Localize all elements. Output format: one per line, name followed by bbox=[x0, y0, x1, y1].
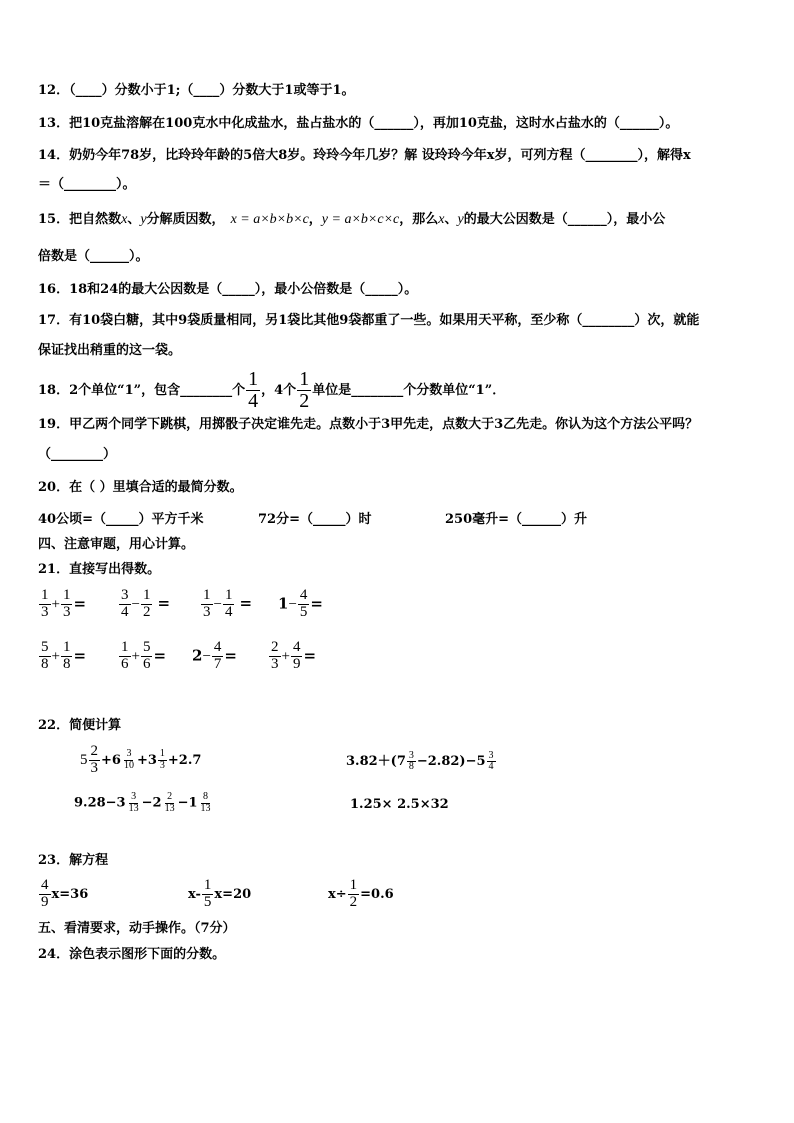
fraction bbox=[223, 588, 235, 621]
q15-end: 的最大公因数是（______），最小公 bbox=[463, 212, 666, 227]
question-20: 20．在（ ）里填合适的最简分数。 bbox=[38, 480, 243, 495]
q15-tail: ，那么 bbox=[399, 212, 439, 227]
fraction bbox=[298, 588, 310, 621]
operator: − bbox=[213, 596, 222, 613]
q22-expr-2 bbox=[346, 750, 497, 773]
term: x÷ bbox=[328, 886, 347, 902]
numerator: 1 bbox=[203, 877, 212, 893]
question-16: 16．18和24的最大公因数是（_____），最小公倍数是（_____）。 bbox=[38, 282, 418, 297]
var-y: y bbox=[140, 212, 147, 227]
operator: + bbox=[51, 596, 60, 613]
denominator: 13 bbox=[164, 802, 175, 814]
q23-eq-2 bbox=[188, 878, 251, 911]
term: =0.6 bbox=[360, 886, 394, 902]
equals: = bbox=[157, 594, 171, 613]
denominator: 3 bbox=[159, 759, 165, 771]
q22-expr-1 bbox=[80, 744, 201, 777]
numerator: 1 bbox=[121, 639, 129, 655]
sep: ， bbox=[308, 212, 322, 227]
denominator: 8 bbox=[41, 655, 49, 672]
section-5-title: 五、看清要求，动手操作。（7分） bbox=[38, 921, 236, 936]
whole-number: 1 bbox=[278, 594, 289, 613]
term: +2.7 bbox=[167, 752, 202, 768]
fraction-1-2 bbox=[297, 369, 311, 412]
denominator: 8 bbox=[408, 761, 414, 772]
q15-lead: 15．把自然数 bbox=[38, 212, 122, 227]
term: −1 bbox=[177, 795, 198, 811]
fraction bbox=[39, 878, 51, 911]
fraction bbox=[158, 749, 167, 771]
question-19-line2: （________） bbox=[38, 447, 117, 462]
denominator: 5 bbox=[203, 893, 212, 910]
q21-expr-5 bbox=[38, 640, 86, 673]
numerator: 2 bbox=[167, 791, 173, 802]
denominator: 2 bbox=[142, 603, 151, 620]
denominator: 13 bbox=[200, 802, 211, 814]
question-24: 24．涂色表示图形下面的分数。 bbox=[38, 947, 226, 962]
q20-item-2: 72分=（_____）时 bbox=[258, 512, 372, 527]
question-14-line2: ＝（________）。 bbox=[38, 177, 136, 192]
denominator: 3 bbox=[203, 603, 211, 620]
fraction bbox=[89, 744, 101, 777]
numerator: 3 bbox=[488, 749, 494, 761]
question-15-line2: 倍数是（______）。 bbox=[38, 249, 149, 264]
operator: − bbox=[131, 596, 140, 613]
fraction bbox=[141, 588, 153, 621]
numerator: 5 bbox=[41, 639, 49, 655]
denominator: 7 bbox=[213, 655, 222, 672]
numerator: 3 bbox=[131, 791, 137, 802]
denominator: 2 bbox=[349, 893, 358, 910]
term: x- bbox=[188, 886, 201, 902]
numerator: 1 bbox=[299, 368, 310, 390]
sep: 、 bbox=[127, 212, 141, 227]
fraction bbox=[61, 640, 73, 673]
denominator: 8 bbox=[62, 655, 71, 672]
fraction bbox=[39, 640, 51, 673]
q23-eq-1 bbox=[38, 878, 88, 911]
term: x=20 bbox=[214, 886, 252, 902]
question-17-line1: 17．有10袋白糖，其中9袋质量相同，另1袋比其他9袋都重了一些。如果用天平称，至少称（________）次，就能 bbox=[38, 313, 700, 328]
q21-expr-7 bbox=[192, 640, 237, 673]
q20-item-3: 250毫升=（______）升 bbox=[445, 512, 588, 527]
question-15-line1 bbox=[38, 212, 665, 228]
equation-x: x = a×b×b×c bbox=[230, 212, 309, 227]
whole-number: 5 bbox=[80, 751, 88, 768]
term: −2.82)−5 bbox=[416, 754, 486, 769]
numerator: 1 bbox=[224, 587, 233, 603]
denominator: 2 bbox=[299, 390, 310, 412]
fraction bbox=[199, 792, 213, 814]
denominator: 5 bbox=[299, 603, 308, 620]
question-18 bbox=[38, 369, 505, 412]
section-4-title: 四、注意审题，用心计算。 bbox=[38, 537, 195, 552]
numerator: 1 bbox=[62, 639, 71, 655]
numerator: 4 bbox=[292, 639, 301, 655]
equals: = bbox=[310, 594, 323, 613]
question-22: 22．简便计算 bbox=[38, 718, 122, 733]
fraction bbox=[201, 588, 213, 621]
var-x: x bbox=[121, 212, 128, 227]
denominator: 6 bbox=[121, 655, 129, 672]
denominator: 3 bbox=[41, 603, 49, 620]
numerator: 1 bbox=[248, 368, 259, 390]
equals: = bbox=[153, 646, 167, 665]
fraction bbox=[269, 640, 281, 673]
fraction bbox=[407, 751, 416, 773]
term: 9.28−3 bbox=[74, 795, 126, 811]
q18-part2: ，4个 bbox=[261, 383, 297, 398]
var-y: y bbox=[457, 212, 464, 227]
operator: + bbox=[281, 648, 290, 665]
numerator: 3 bbox=[408, 749, 414, 761]
question-17-line2: 保证找出稍重的这一袋。 bbox=[38, 343, 182, 358]
denominator: 3 bbox=[271, 655, 279, 672]
operator: + bbox=[51, 648, 60, 665]
var-x: x bbox=[438, 212, 445, 227]
numerator: 4 bbox=[213, 639, 222, 655]
q21-expr-8 bbox=[268, 640, 316, 673]
q15-mid: 分解质因数， bbox=[146, 212, 225, 227]
question-13: 13．把10克盐溶解在100克水中化成盐水，盐占盐水的（______），再加10克盐，这时水占盐水的（______）。 bbox=[38, 116, 679, 131]
numerator: 2 bbox=[90, 743, 98, 759]
numerator: 2 bbox=[271, 639, 279, 655]
operator: − bbox=[288, 596, 297, 613]
denominator: 9 bbox=[41, 893, 49, 910]
question-19-line1: 19．甲乙两个同学下跳棋，用掷骰子决定谁先走。点数小于3甲先走，点数大于3乙先走。你认为这个方法公平吗？ bbox=[38, 417, 699, 432]
operator: − bbox=[202, 648, 211, 665]
q20-item-1: 40公顷=（_____）平方千米 bbox=[38, 512, 204, 527]
numerator: 3 bbox=[126, 748, 132, 760]
denominator: 9 bbox=[292, 655, 301, 672]
fraction bbox=[348, 878, 360, 911]
q18-part3: 单位是________个分数单位“1”． bbox=[312, 383, 506, 398]
equals: = bbox=[73, 594, 87, 613]
term: +3 bbox=[136, 752, 157, 768]
term: +6 bbox=[101, 752, 121, 768]
numerator: 4 bbox=[299, 587, 308, 603]
denominator: 3 bbox=[90, 759, 98, 776]
question-14-line1: 14．奶奶今年78岁，比玲玲年龄的5倍大8岁。玲玲今年几岁？解 设玲玲今年x岁，可列方程（________），解得x bbox=[38, 148, 691, 163]
denominator: 4 bbox=[121, 603, 129, 620]
q21-expr-2 bbox=[118, 588, 170, 621]
fraction bbox=[119, 640, 131, 673]
fraction bbox=[291, 640, 303, 673]
fraction bbox=[202, 878, 214, 911]
whole-number: 2 bbox=[192, 646, 203, 665]
numerator: 1 bbox=[41, 587, 49, 603]
numerator: 1 bbox=[349, 877, 358, 893]
term: x=36 bbox=[51, 886, 89, 902]
fraction bbox=[141, 640, 153, 673]
sep: 、 bbox=[444, 212, 458, 227]
denominator: 3 bbox=[62, 603, 71, 620]
q23-eq-3 bbox=[328, 878, 394, 911]
fraction bbox=[212, 640, 224, 673]
numerator: 1 bbox=[159, 748, 165, 760]
denominator: 13 bbox=[128, 802, 139, 814]
equals: = bbox=[239, 594, 253, 613]
term: −2 bbox=[141, 795, 162, 811]
question-23: 23．解方程 bbox=[38, 853, 109, 868]
equation-y: y = a×b×c×c bbox=[321, 212, 400, 227]
question-12: 12．（____）分数小于1;（____）分数大于1或等于1。 bbox=[38, 83, 355, 98]
equals: = bbox=[303, 646, 317, 665]
numerator: 5 bbox=[142, 639, 151, 655]
q21-expr-3 bbox=[200, 588, 252, 621]
denominator: 10 bbox=[123, 759, 134, 771]
q21-expr-4 bbox=[278, 588, 323, 621]
question-21: 21．直接写出得数。 bbox=[38, 562, 161, 577]
denominator: 4 bbox=[248, 390, 259, 412]
numerator: 1 bbox=[62, 587, 71, 603]
equals: = bbox=[73, 646, 87, 665]
fraction bbox=[127, 792, 141, 814]
fraction-1-4 bbox=[246, 369, 260, 412]
fraction bbox=[163, 792, 177, 814]
q21-expr-6 bbox=[118, 640, 166, 673]
operator: + bbox=[131, 648, 140, 665]
numerator: 1 bbox=[203, 587, 211, 603]
numerator: 4 bbox=[41, 877, 49, 893]
denominator: 4 bbox=[224, 603, 233, 620]
numerator: 1 bbox=[142, 587, 151, 603]
denominator: 6 bbox=[142, 655, 151, 672]
term: 3.82＋(7 bbox=[346, 754, 406, 769]
numerator: 8 bbox=[203, 791, 209, 802]
q22-expr-4: 1.25× 2.5×32 bbox=[350, 797, 449, 812]
denominator: 4 bbox=[488, 761, 494, 772]
fraction bbox=[119, 588, 131, 621]
q22-expr-3 bbox=[74, 792, 214, 814]
fraction bbox=[122, 749, 136, 771]
fraction bbox=[61, 588, 73, 621]
fraction bbox=[487, 751, 496, 773]
q21-expr-1 bbox=[38, 588, 86, 621]
q18-part1: 18．2个单位“1”，包含________个 bbox=[38, 383, 246, 398]
numerator: 3 bbox=[121, 587, 129, 603]
equals: = bbox=[224, 646, 237, 665]
fraction bbox=[39, 588, 51, 621]
